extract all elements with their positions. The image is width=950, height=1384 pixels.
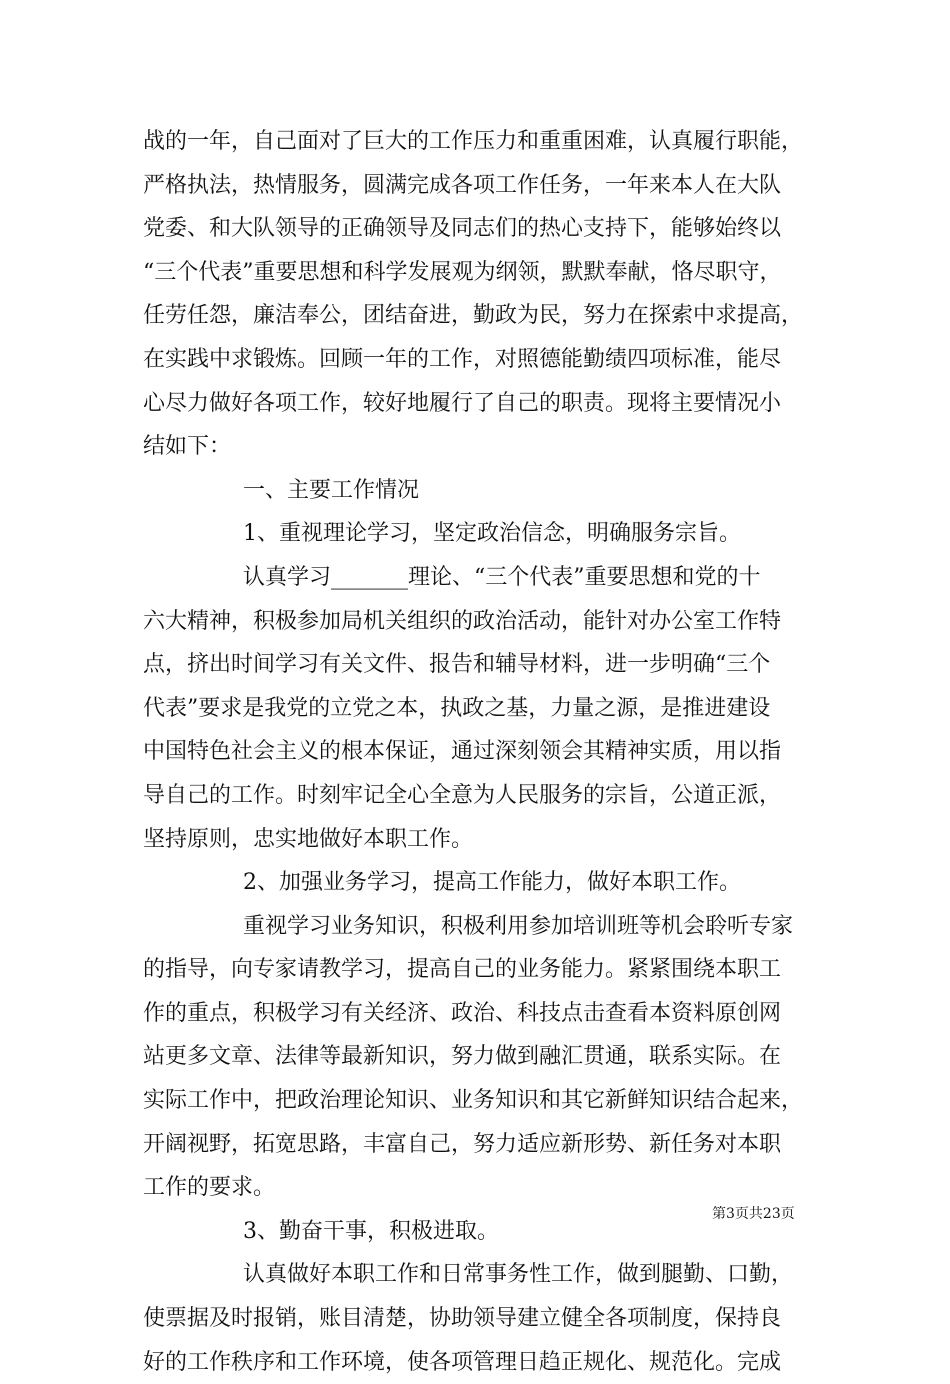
text-line: 导自己的工作。时刻牢记全心全意为人民服务的宗旨，公道正派， — [143, 782, 782, 808]
text-line: 开阔视野，拓宽思路，丰富自己，努力适应新形势、新任务对本职 — [143, 1131, 782, 1157]
text-line: 作的重点，积极学习有关经济、政治、科技点击查看本资料原创网 — [143, 1000, 782, 1026]
text-line: 严格执法，热情服务，圆满完成各项工作任务，一年来本人在大队 — [143, 172, 782, 198]
text-line: 重视学习业务知识，积极利用参加培训班等机会聆听专家 — [243, 913, 794, 939]
text-line: 党委、和大队领导的正确领导及同志们的热心支持下，能够始终以 — [143, 216, 782, 242]
text-line: 认真做好本职工作和日常事务性工作，做到腿勤、口勤， — [243, 1262, 794, 1288]
subsection-heading: 3、勤奋干事，积极进取。 — [243, 1218, 499, 1244]
text-line: 使票据及时报销，账目清楚，协助领导建立健全各项制度，保持良 — [143, 1306, 782, 1332]
text-line: 实际工作中，把政治理论知识、业务知识和其它新鲜知识结合起来， — [143, 1088, 804, 1114]
section-heading: 一、主要工作情况 — [243, 477, 420, 503]
text-line: 认真学习_______理论、“三个代表”重要思想和党的十 — [243, 564, 761, 590]
subsection-heading: 1、重视理论学习，坚定政治信念，明确服务宗旨。 — [243, 521, 741, 547]
text-line: 六大精神，积极参加局机关组织的政治活动，能针对办公室工作特 — [143, 608, 782, 634]
text-line: 的指导，向专家请教学习，提高自己的业务能力。紧紧围绕本职工 — [143, 957, 782, 983]
text-line: 在实践中求锻炼。回顾一年的工作，对照德能勤绩四项标准，能尽 — [143, 346, 782, 372]
text-line: 心尽力做好各项工作，较好地履行了自己的职责。现将主要情况小 — [143, 390, 782, 416]
subsection-heading: 2、加强业务学习，提高工作能力，做好本职工作。 — [243, 870, 741, 896]
text-line: 任劳任怨，廉洁奉公，团结奋进，勤政为民，努力在探索中求提高， — [143, 303, 804, 329]
text-line: 结如下： — [143, 434, 232, 460]
text-line: “三个代表”重要思想和科学发展观为纲领，默默奉献，恪尽职守， — [143, 259, 782, 285]
text-line: 代表”要求是我党的立党之本，执政之基，力量之源，是推进建设 — [143, 695, 771, 721]
text-line: 站更多文章、法律等最新知识，努力做到融汇贯通，联系实际。在 — [143, 1044, 782, 1070]
text-line: 点，挤出时间学习有关文件、报告和辅导材料，进一步明确“三个 — [143, 652, 771, 678]
body-text — [143, 120, 815, 1384]
text-line: 好的工作秩序和工作环境，使各项管理日趋正规化、规范化。完成 — [143, 1349, 782, 1375]
text-line: 战的一年，自己面对了巨大的工作压力和重重困难，认真履行职能， — [143, 129, 804, 154]
text-line: 工作的要求。 — [143, 1175, 276, 1201]
text-line: 坚持原则，忠实地做好本职工作。 — [143, 826, 474, 852]
page-number-footer: 第3页共23页 — [712, 1206, 795, 1222]
text-line: 中国特色社会主义的根本保证，通过深刻领会其精神实质，用以指 — [143, 739, 782, 765]
